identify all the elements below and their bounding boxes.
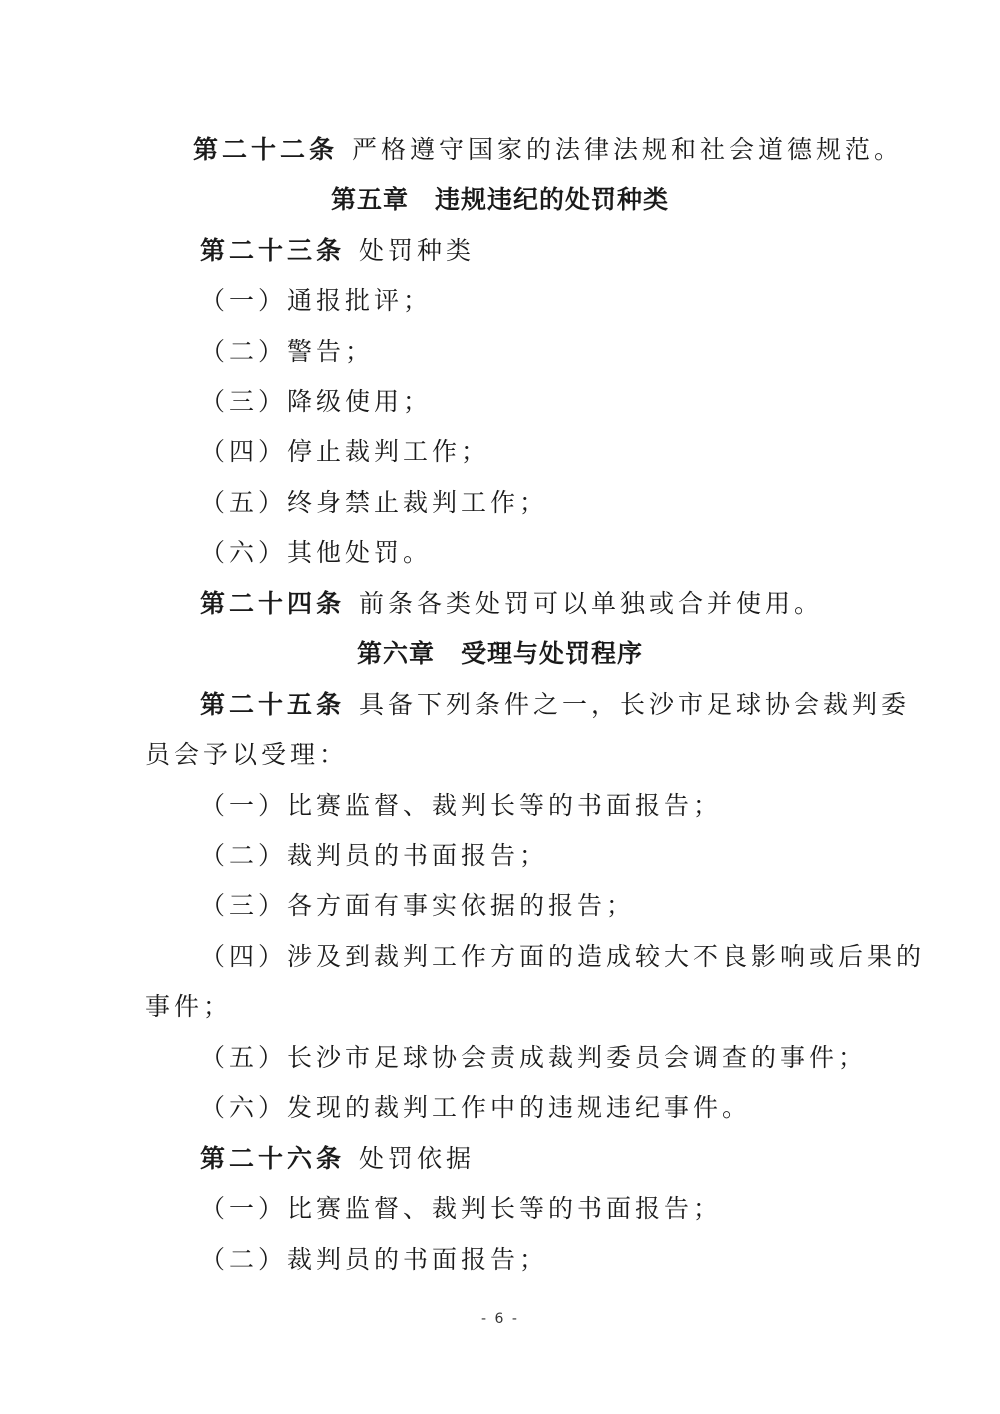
list-item-continued: 事件； — [145, 992, 233, 1021]
list-item: （四）停止裁判工作； — [200, 437, 491, 466]
list-item: （二）裁判员的书面报告； — [200, 841, 549, 870]
list-item: （一）通报批评； — [200, 286, 433, 315]
list-item: （三）各方面有事实依据的报告； — [200, 891, 636, 920]
chapter-5-heading — [331, 185, 669, 215]
article-heading: 第二十六条 — [200, 1144, 346, 1173]
article-heading: 第二十五条 — [200, 690, 346, 719]
article-26 — [200, 1144, 475, 1174]
page-number: - 6 - — [481, 1311, 519, 1327]
article-22 — [193, 135, 903, 165]
list-item: （一）比赛监督、裁判长等的书面报告； — [200, 791, 723, 820]
list-item: （六）其他处罚。 — [200, 538, 433, 567]
chapter-title: 违规违纪的处罚种类 — [435, 185, 670, 214]
chapter-number: 第六章 — [357, 639, 436, 668]
article-heading: 第二十四条 — [200, 589, 346, 618]
list-item: （三）降级使用； — [200, 387, 433, 416]
article-24 — [200, 589, 823, 619]
article-25 — [200, 690, 910, 720]
article-text: 处罚依据 — [359, 1144, 476, 1173]
list-item: （六）发现的裁判工作中的违规违纪事件。 — [200, 1093, 752, 1122]
article-text: 具备下列条件之一，长沙市足球协会裁判委 — [359, 690, 911, 719]
chapter-number: 第五章 — [331, 185, 410, 214]
list-item: （一）比赛监督、裁判长等的书面报告； — [200, 1194, 723, 1223]
article-text: 严格遵守国家的法律法规和社会道德规范。 — [352, 135, 904, 164]
list-item: （二）裁判员的书面报告； — [200, 1245, 549, 1274]
article-heading: 第二十二条 — [193, 135, 339, 164]
article-23 — [200, 236, 475, 266]
list-item: （五）终身禁止裁判工作； — [200, 488, 549, 517]
chapter-6-heading — [357, 639, 643, 669]
list-item: （二）警告； — [200, 337, 375, 366]
list-item: （四）涉及到裁判工作方面的造成较大不良影响或后果的 — [200, 942, 926, 971]
list-item: （五）长沙市足球协会责成裁判委员会调查的事件； — [200, 1043, 868, 1072]
article-text-continued: 员会予以受理： — [145, 740, 349, 769]
chapter-title: 受理与处罚程序 — [461, 639, 644, 668]
article-text: 处罚种类 — [359, 236, 476, 265]
article-heading: 第二十三条 — [200, 236, 346, 265]
article-text: 前条各类处罚可以单独或合并使用。 — [359, 589, 824, 618]
